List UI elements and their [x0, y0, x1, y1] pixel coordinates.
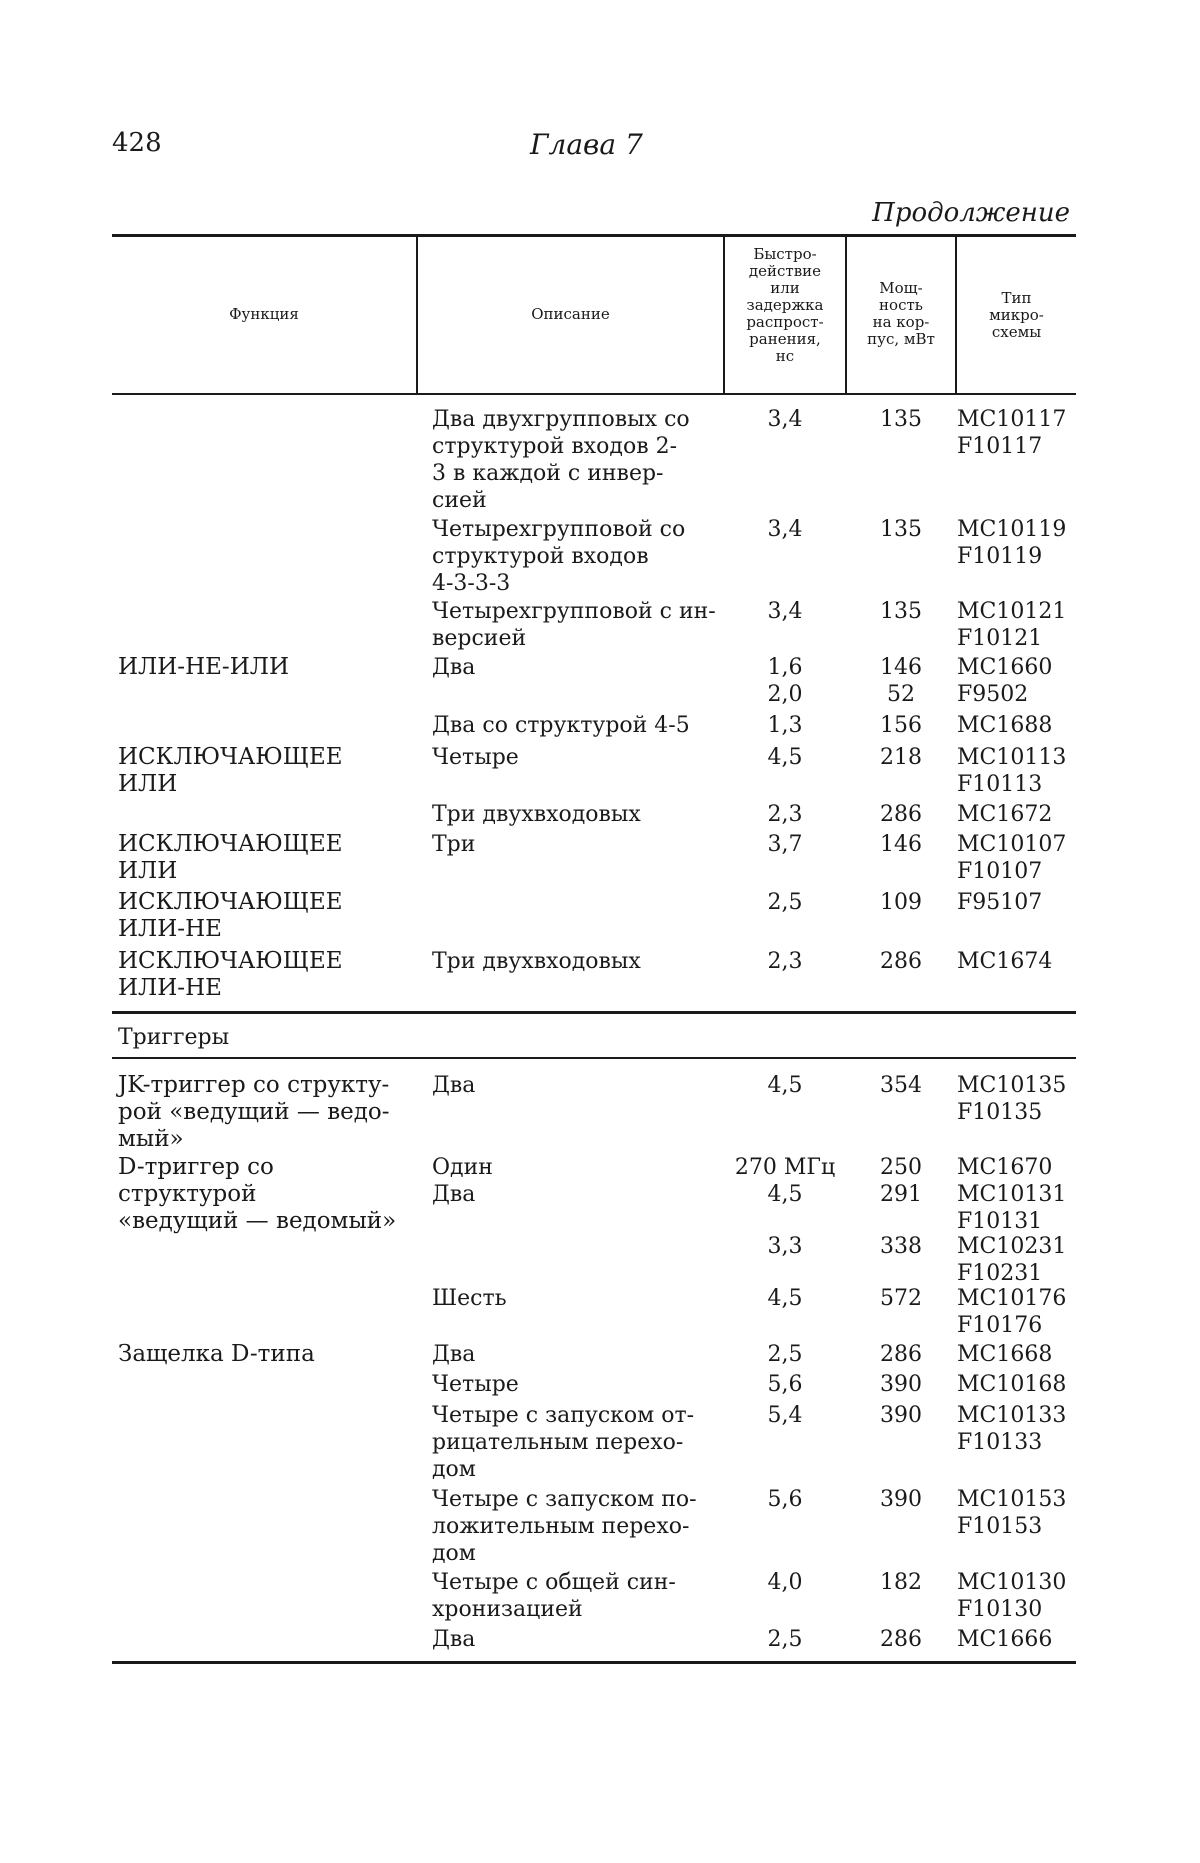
cell-power-line: 286: [880, 1342, 922, 1367]
cell-type-line: F10131: [957, 1209, 1043, 1234]
cell-speed-line: 4,5: [767, 1182, 803, 1207]
cell-speed-line: 3,4: [767, 407, 803, 432]
col-header-description: Описание: [531, 305, 610, 323]
cell-power-line: 135: [880, 599, 922, 624]
cell-description: [432, 1154, 724, 1181]
cell-power: [847, 598, 955, 625]
col-header-type-line: Тип: [1001, 289, 1032, 307]
cell-speed-line: 3,4: [767, 517, 803, 542]
col-header-type: [957, 290, 1076, 341]
cell-power-line: 146: [880, 655, 922, 680]
col-header-speed-line: распрост-: [746, 313, 824, 331]
cell-description: [432, 516, 724, 597]
col-header-speed-line: ранения,: [749, 330, 821, 348]
cell-power-line: 156: [880, 713, 922, 738]
cell-power: [847, 1285, 955, 1312]
cell-power: [847, 1569, 955, 1596]
cell-description-line: версией: [432, 626, 527, 651]
cell-description-line: структурой входов 2-: [432, 434, 678, 459]
cell-speed-line: 3,7: [767, 832, 803, 857]
cell-type-line: F10117: [957, 434, 1043, 459]
cell-type: [957, 598, 1076, 652]
cell-description-line: Четырехгрупповой со: [432, 517, 686, 542]
cell-speed-line: 4,0: [767, 1570, 803, 1595]
cell-power-line: 390: [880, 1487, 922, 1512]
cell-description-line: Три: [432, 832, 476, 857]
cell-description: [432, 1402, 724, 1483]
cell-speed-line: 1,3: [767, 713, 803, 738]
cell-description-line: Два: [432, 1182, 476, 1207]
cell-power-line: 338: [880, 1234, 922, 1259]
cell-function: [118, 744, 418, 798]
cell-power-line: 146: [880, 832, 922, 857]
cell-speed: [725, 516, 845, 543]
cell-type: [957, 406, 1076, 460]
cell-speed: [725, 744, 845, 771]
chapter-title: Глава 7: [530, 128, 643, 161]
cell-type-line: F10176: [957, 1313, 1043, 1338]
cell-power-line: 52: [887, 682, 915, 707]
cell-speed: [725, 889, 845, 916]
col-header-speed-line: задержка: [746, 296, 824, 314]
col-header-type-line: микро-: [989, 306, 1044, 324]
table-top-rule: [112, 234, 1076, 237]
cell-type: [957, 831, 1076, 885]
cell-description-line: Три двухвходовых: [432, 802, 641, 827]
cell-description-line: сией: [432, 488, 487, 513]
cell-speed-line: 5,6: [767, 1372, 803, 1397]
cell-speed-line: 5,4: [767, 1403, 803, 1428]
col-header-speed: [725, 246, 845, 365]
cell-speed-line: 270 МГц: [734, 1155, 836, 1180]
cell-description-line: структурой входов: [432, 544, 649, 569]
cell-type-line: F10130: [957, 1597, 1043, 1622]
cell-description-line: Один: [432, 1155, 493, 1180]
cell-description-line: Два: [432, 1342, 476, 1367]
cell-type-line: MC10130: [957, 1570, 1067, 1595]
col-header-speed-line: или: [770, 279, 800, 297]
cell-type-line: MC1688: [957, 713, 1053, 738]
cell-type: [957, 1181, 1076, 1235]
cell-function-line: ИСКЛЮЧАЮЩЕЕ: [118, 831, 343, 857]
cell-description-line: Два двухгрупповых со: [432, 407, 690, 432]
cell-description: [432, 406, 724, 514]
cell-speed: [725, 1154, 845, 1181]
cell-type-line: MC10121: [957, 599, 1067, 624]
cell-type-line: MC10131: [957, 1182, 1067, 1207]
cell-description-line: Два: [432, 1627, 476, 1652]
section-heading: Триггеры: [118, 1025, 230, 1050]
cell-speed-line: 3,3: [767, 1234, 803, 1259]
cell-function-line: «ведущий — ведомый»: [118, 1208, 397, 1234]
cell-type-line: MC10133: [957, 1403, 1067, 1428]
cell-type: [957, 744, 1076, 798]
cell-power: [847, 712, 955, 739]
cell-type-line: F10113: [957, 772, 1043, 797]
section-bottom-rule: [112, 1057, 1076, 1059]
continuation-label: Продолжение: [872, 198, 1070, 228]
cell-power: [847, 1072, 955, 1099]
col-header-function: Функция: [229, 305, 299, 323]
col-header-type-line: схемы: [991, 323, 1042, 341]
cell-speed: [725, 1285, 845, 1312]
section-top-rule: [112, 1011, 1076, 1014]
cell-type-line: F10121: [957, 626, 1043, 651]
cell-function-line: ИЛИ-НЕ-ИЛИ: [118, 654, 290, 680]
cell-power-line: 390: [880, 1403, 922, 1428]
cell-function: [118, 1154, 418, 1235]
cell-power: [847, 654, 955, 708]
cell-type: [957, 889, 1076, 916]
cell-description-line: дом: [432, 1541, 476, 1566]
cell-type-line: F10133: [957, 1430, 1043, 1455]
cell-description-line: Четыре с общей син-: [432, 1570, 676, 1595]
cell-power: [847, 516, 955, 543]
cell-type: [957, 1402, 1076, 1456]
cell-function: [118, 948, 418, 1002]
cell-power-line: 135: [880, 517, 922, 542]
cell-function-line: D-триггер со структурой: [118, 1154, 274, 1207]
cell-function-line: рой «ведущий — ведо-: [118, 1099, 390, 1125]
cell-function-line: ИЛИ-НЕ: [118, 916, 222, 942]
cell-speed-line: 1,6: [767, 655, 803, 680]
cell-function-line: ИЛИ: [118, 771, 178, 797]
cell-function-line: ИСКЛЮЧАЮЩЕЕ: [118, 948, 343, 974]
cell-power-line: 354: [880, 1073, 922, 1098]
cell-speed: [725, 1233, 845, 1260]
cell-power-line: 135: [880, 407, 922, 432]
cell-function: [118, 1341, 418, 1368]
cell-description: [432, 1371, 724, 1398]
cell-power-line: 218: [880, 745, 922, 770]
cell-description-line: Четыре: [432, 745, 519, 770]
cell-speed: [725, 1181, 845, 1208]
cell-power: [847, 831, 955, 858]
table-bottom-rule: [112, 1661, 1076, 1664]
cell-description: [432, 948, 724, 975]
cell-function: [118, 654, 418, 681]
cell-speed-line: 4,5: [767, 1286, 803, 1311]
cell-description: [432, 654, 724, 681]
cell-power-line: 182: [880, 1570, 922, 1595]
cell-description-line: Два: [432, 655, 476, 680]
col-header-power: [847, 280, 955, 348]
cell-power-line: 286: [880, 802, 922, 827]
cell-type-line: MC10168: [957, 1372, 1067, 1397]
cell-type: [957, 516, 1076, 570]
cell-speed: [725, 1626, 845, 1653]
cell-type: [957, 1285, 1076, 1339]
cell-type-line: MC10153: [957, 1487, 1067, 1512]
cell-type-line: MC10176: [957, 1286, 1067, 1311]
cell-type-line: F10107: [957, 859, 1043, 884]
col-header-power-line: на кор-: [872, 313, 930, 331]
header-bottom-rule: [112, 393, 1076, 395]
cell-function-line: JK-триггер со структу-: [118, 1072, 390, 1098]
cell-description: [432, 1626, 724, 1653]
cell-type-line: MC10117: [957, 407, 1067, 432]
cell-speed-line: 4,5: [767, 745, 803, 770]
col-header-speed-line: Быстро-: [753, 245, 817, 263]
cell-power: [847, 1341, 955, 1368]
cell-speed-line: 4,5: [767, 1073, 803, 1098]
cell-speed: [725, 1341, 845, 1368]
cell-description: [432, 1569, 724, 1623]
cell-description: [432, 1072, 724, 1099]
cell-description-line: Четыре: [432, 1372, 519, 1397]
cell-speed: [725, 712, 845, 739]
cell-function-line: ИСКЛЮЧАЮЩЕЕ: [118, 889, 343, 915]
cell-power: [847, 1233, 955, 1260]
cell-type: [957, 1233, 1076, 1287]
cell-description: [432, 712, 724, 739]
cell-speed: [725, 1569, 845, 1596]
cell-power: [847, 1181, 955, 1208]
cell-type: [957, 1341, 1076, 1368]
cell-type-line: F10135: [957, 1100, 1043, 1125]
cell-type: [957, 1154, 1076, 1181]
cell-speed: [725, 1402, 845, 1429]
cell-type: [957, 1371, 1076, 1398]
cell-speed: [725, 654, 845, 708]
cell-type: [957, 712, 1076, 739]
cell-function-line: ИСКЛЮЧАЮЩЕЕ: [118, 744, 343, 770]
cell-description: [432, 1341, 724, 1368]
cell-type: [957, 1569, 1076, 1623]
cell-type-line: MC1666: [957, 1627, 1053, 1652]
cell-power: [847, 889, 955, 916]
cell-description-line: Три двухвходовых: [432, 949, 641, 974]
cell-function-line: ИЛИ: [118, 858, 178, 884]
cell-description-line: дом: [432, 1457, 476, 1482]
cell-speed-line: 2,0: [767, 682, 803, 707]
cell-type: [957, 948, 1076, 975]
cell-power-line: 390: [880, 1372, 922, 1397]
cell-speed: [725, 948, 845, 975]
col-header-power-line: ность: [879, 296, 923, 314]
cell-description: [432, 1181, 724, 1208]
cell-type-line: F10231: [957, 1261, 1043, 1286]
cell-type: [957, 654, 1076, 708]
cell-type-line: F10153: [957, 1514, 1043, 1539]
cell-description-line: Четырехгрупповой с ин-: [432, 599, 716, 624]
cell-type-line: MC1670: [957, 1155, 1053, 1180]
cell-power-line: 286: [880, 949, 922, 974]
cell-speed-line: 2,5: [767, 890, 803, 915]
cell-speed: [725, 406, 845, 433]
cell-type-line: MC10119: [957, 517, 1067, 542]
cell-description-line: Четыре с запуском по-: [432, 1487, 697, 1512]
cell-speed-line: 2,3: [767, 949, 803, 974]
cell-description-line: хронизацией: [432, 1597, 583, 1622]
cell-power: [847, 406, 955, 433]
cell-power: [847, 948, 955, 975]
cell-description-line: 3 в каждой с инвер-: [432, 461, 664, 486]
cell-description-line: Два: [432, 1073, 476, 1098]
col-header-power-line: Мощ-: [879, 279, 923, 297]
cell-power: [847, 801, 955, 828]
cell-description-line: рицательным перехо-: [432, 1430, 684, 1455]
cell-power-line: 109: [880, 890, 922, 915]
cell-type-line: MC1674: [957, 949, 1053, 974]
cell-description: [432, 801, 724, 828]
cell-type-line: F9502: [957, 682, 1029, 707]
cell-description-line: 4-3-3-3: [432, 571, 511, 596]
cell-function-line: ИЛИ-НЕ: [118, 975, 222, 1001]
cell-speed: [725, 1371, 845, 1398]
cell-speed-line: 2,3: [767, 802, 803, 827]
cell-power-line: 291: [880, 1182, 922, 1207]
cell-type-line: MC10135: [957, 1073, 1067, 1098]
cell-speed: [725, 1072, 845, 1099]
cell-type-line: MC1672: [957, 802, 1053, 827]
cell-description: [432, 1285, 724, 1312]
cell-type-line: MC10107: [957, 832, 1067, 857]
cell-type: [957, 801, 1076, 828]
cell-description-line: Два со структурой 4-5: [432, 713, 690, 738]
cell-type-line: MC1668: [957, 1342, 1053, 1367]
cell-type: [957, 1486, 1076, 1540]
cell-speed-line: 3,4: [767, 599, 803, 624]
cell-power: [847, 1371, 955, 1398]
cell-type-line: MC10231: [957, 1234, 1067, 1259]
cell-type-line: MC10113: [957, 745, 1067, 770]
cell-power-line: 572: [880, 1286, 922, 1311]
col-header-speed-line: действие: [748, 262, 822, 280]
cell-description-line: Четыре с запуском от-: [432, 1403, 695, 1428]
cell-speed-line: 2,5: [767, 1627, 803, 1652]
cell-function: [118, 889, 418, 943]
cell-speed: [725, 598, 845, 625]
cell-speed-line: 5,6: [767, 1487, 803, 1512]
cell-type-line: F95107: [957, 890, 1043, 915]
cell-function: [118, 1072, 418, 1153]
cell-description-line: ложительным перехо-: [432, 1514, 690, 1539]
cell-type: [957, 1626, 1076, 1653]
cell-description: [432, 744, 724, 771]
page-number: 428: [112, 128, 162, 158]
cell-speed: [725, 1486, 845, 1513]
col-header-speed-line: нс: [775, 347, 795, 365]
cell-speed: [725, 801, 845, 828]
cell-description: [432, 831, 724, 858]
cell-type-line: MC1660: [957, 655, 1053, 680]
cell-power-line: 286: [880, 1627, 922, 1652]
cell-power-line: 250: [880, 1155, 922, 1180]
cell-speed: [725, 831, 845, 858]
cell-power: [847, 744, 955, 771]
cell-function-line: Защелка D-типа: [118, 1341, 315, 1367]
cell-speed-line: 2,5: [767, 1342, 803, 1367]
cell-power: [847, 1486, 955, 1513]
cell-power: [847, 1402, 955, 1429]
cell-type-line: F10119: [957, 544, 1043, 569]
cell-description: [432, 1486, 724, 1567]
cell-function-line: мый»: [118, 1126, 184, 1152]
cell-description: [432, 598, 724, 652]
cell-type: [957, 1072, 1076, 1126]
cell-description-line: Шесть: [432, 1286, 507, 1311]
cell-power: [847, 1154, 955, 1181]
col-header-power-line: пус, мВт: [867, 330, 935, 348]
cell-function: [118, 831, 418, 885]
cell-power: [847, 1626, 955, 1653]
